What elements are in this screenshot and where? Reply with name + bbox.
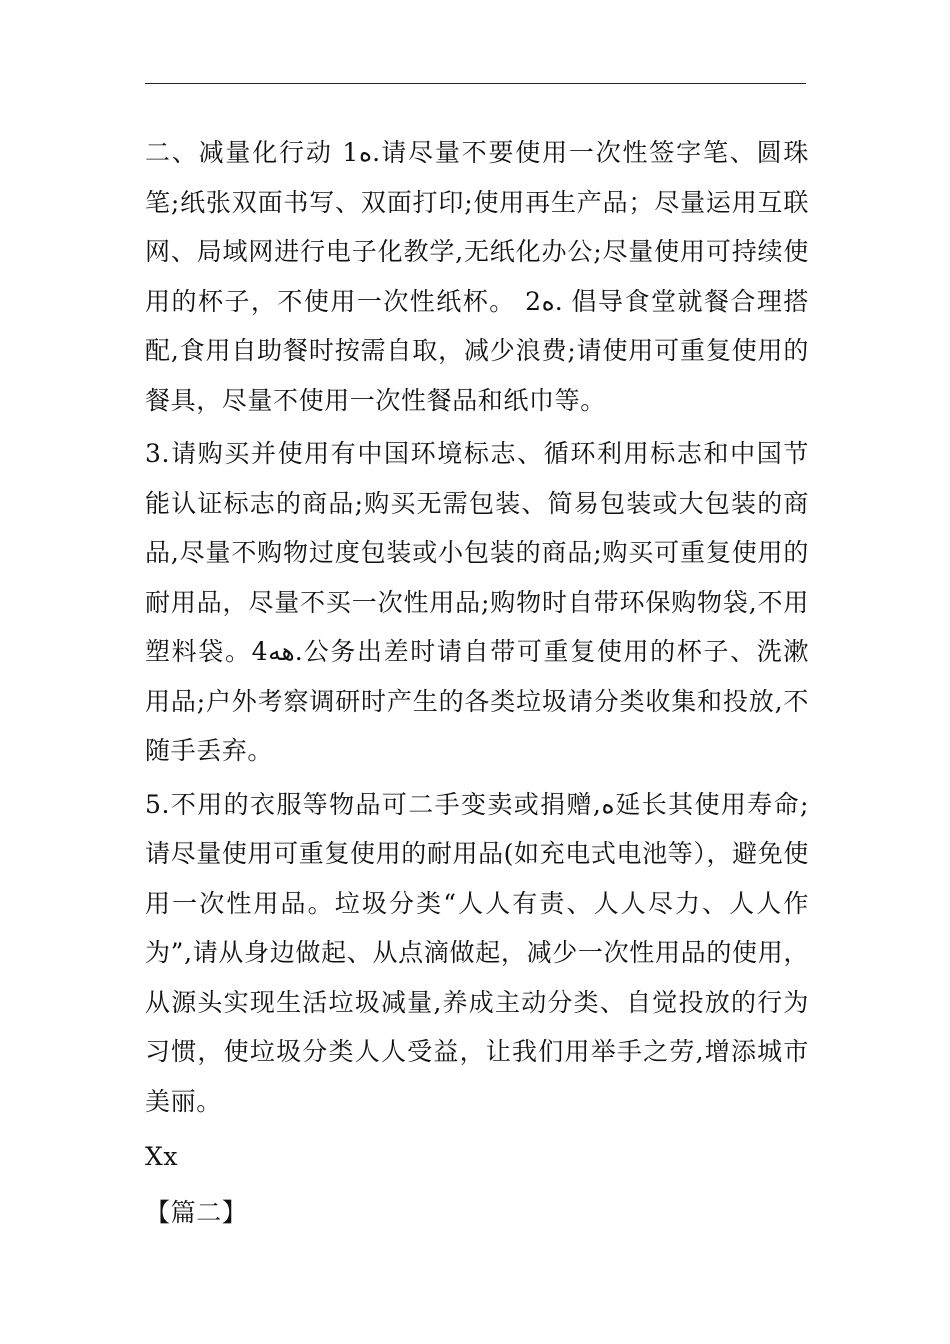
- section-heading-part-two: 【篇二】: [145, 1197, 248, 1227]
- paragraph-reuse-and-sorting: 5.不用的衣服等物品可二手变卖或捐赠,ه延长其使用寿命;请尽量使用可重复使用的耐用品(如充电式电池等），避免使用一次性用品。垃圾分类“人人有责、人人尽力、人人作为”,请从身边做起、从点滴做起，减少一次性用品的使用，从源头实现生活垃圾减量,养成主动分类、自觉投放的行为习惯，使垃圾分类人人受益，让我们用举手之劳,增添城市美丽。: [145, 789, 809, 1116]
- signature-xx: Xx: [145, 1142, 179, 1171]
- header-divider: [145, 83, 806, 84]
- document-body: [145, 128, 809, 1241]
- paragraph-green-purchasing: 3.请购买并使用有中国环境标志、循环利用标志和中国节能认证标志的商品;购买无需包装、简易包装或大包装的商品,尽量不购物过度包装或小包装的商品;购买可重复使用的耐用品，尽量不买一次性用品;购物时自带环保购物袋,不用塑料袋。4هه.公务出差时请自带可重复使用的杯子、洗漱用品;户外考察调研时产生的各类垃圾请分类收集和投放,不随手丢弃。: [145, 439, 809, 765]
- paragraph-reduction-actions: 二、减量化行动 1ه.请尽量不要使用一次性签字笔、圆珠笔;纸张双面书写、双面打印;使用再生产品；尽量运用互联网、局域网进行电子化教学,无纸化办公;尽量使用可持续使用的杯子，不使用一次性纸杯。 2ه. 倡导食堂就餐合理搭配,食用自助餐时按需自取，减少浪费;请使用可重复使用的餐具，尽量不使用一次性餐品和纸巾等。: [145, 138, 809, 415]
